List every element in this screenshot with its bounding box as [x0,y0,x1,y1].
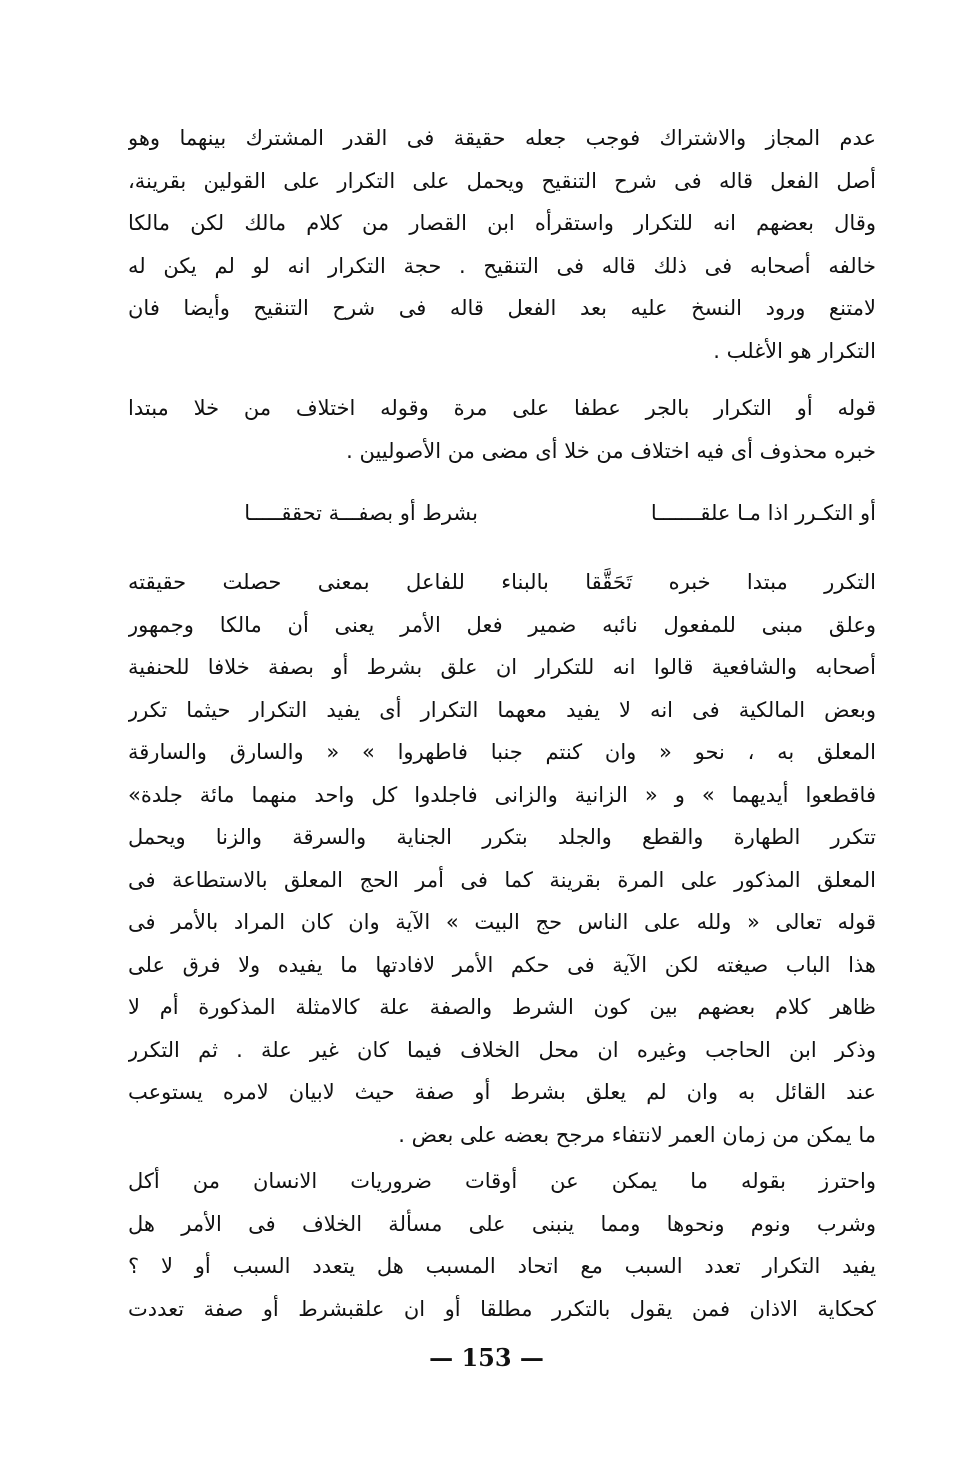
text-line: عند القائل به وان لم يعلق بشرط أو صفة حيث لابيان لامره يستوعب [128,1080,876,1104]
text-line: واحترز بقوله ما يمكن عن أوقات ضروريات الانسان من أكل [128,1169,876,1193]
text-line: التكرر مبتدا خبره تَحَقَّقا بالبناء للفاعل بمعنى حصلت حقيقته [128,570,876,594]
paragraph-3 [128,561,876,1156]
page-number: — 153 — [429,1343,544,1372]
text-line: كحكاية الاذان فمن يقول بالتكرر مطلقا أو ان علقبشرط أو صفة تعددت [128,1296,876,1321]
text-line: أصحابه والشافعية قالوا انه للتكرار ان علق بشرط أو بصفة خلافا للحنفية [128,655,876,679]
verse-line [128,492,876,534]
text-line: أصل الفعل قاله فى شرح التنقيح ويحمل على التكرار على القولين بقرينة، [128,168,876,193]
verse-second-hemistich: بشرط أو بصفـــة تحققـــــا [244,501,478,525]
text-line: ما يمكن من زمان العمر لانتفاء مرجح بعضه على بعض . [398,1122,876,1147]
text-line: وعلق مبنى للمفعول نائبه ضمير فعل الأمر يعنى أن مالكا وجمهور [128,612,876,637]
text-line: المعلق المذكور على المرة بقرينة كما فى أمر الحج المعلق بالاستطاعة فى [128,867,876,892]
text-line: عدم المجاز والاشتراك فوجب جعله حقيقة فى القدر المشترك بينهما وهو [128,126,876,150]
text-line: خالفه أصحابه فى ذلك قاله فى التنقيح . حجة التكرار انه لو لم يكن له [128,253,876,278]
text-line: وقال بعضهم انه للتكرار واستقرأه ابن القصار من كلام مالك لكن مالكا [128,211,876,235]
text-line: لامتنع ورود النسخ عليه بعد الفعل قاله فى شرح التنقيح وأيضا فان [128,296,876,320]
text-line: وبعض المالكية فى انه لا يفيد معهما التكرار أى يفيد التكرار حيثما تكرر [128,697,876,722]
text-line: المعلق به ، نحو « وان كنتم جنبا فاطهروا » « والسارق والسارقة [128,740,876,764]
text-line: قوله أو التكرار بالجر عطفا على مرة وقوله اختلاف من خلا مبتدا [128,396,876,420]
text-line: قوله تعالى « ولله على الناس حج البيت » الآية وان كان المراد بالأمر فى [128,910,876,934]
verse-first-hemistich: أو التكـرر اذا مـا علقـــــــا [650,501,876,525]
paragraph-4 [128,1160,876,1330]
text-line: تتكرر الطهارة والقطع والجلد بتكرر الجناية والسرقة والزنا ويحمل [128,825,876,849]
text-line: هذا الباب صيغته لكن الآية فى حكم الأمر لافادتها ما يفيده ولا فرق على [128,952,876,977]
paragraph-1 [128,117,876,372]
text-line: يفيد التكرار تعدد السبب مع اتحاد المسبب هل يتعدد السبب أو لا ؟ [128,1254,876,1278]
text-line: وذكر ابن الحاجب وغيره ان محل الخلاف فيما كان غير علة . ثم التكرر [128,1037,876,1062]
text-line: التكرار هو الأغلب . [713,338,876,363]
text-line: ظاهر كلام بعضهم بين كون الشرط والصفة علة كالامثلة المذكورة أم لا [128,995,876,1019]
text-line: فاقطعوا أيديهما » و « الزانية والزانى فاجلدوا كل واحد منهما مائة جلدة» [128,782,876,807]
text-line: خبره محذوف أى فيه اختلاف من خلا أى مضى من الأصوليين . [346,438,876,463]
paragraph-2 [128,387,876,472]
text-line: وشرب ونوم ونحوها ومما ينبنى على مسألة الخلاف فى الأمر هل [128,1211,876,1236]
